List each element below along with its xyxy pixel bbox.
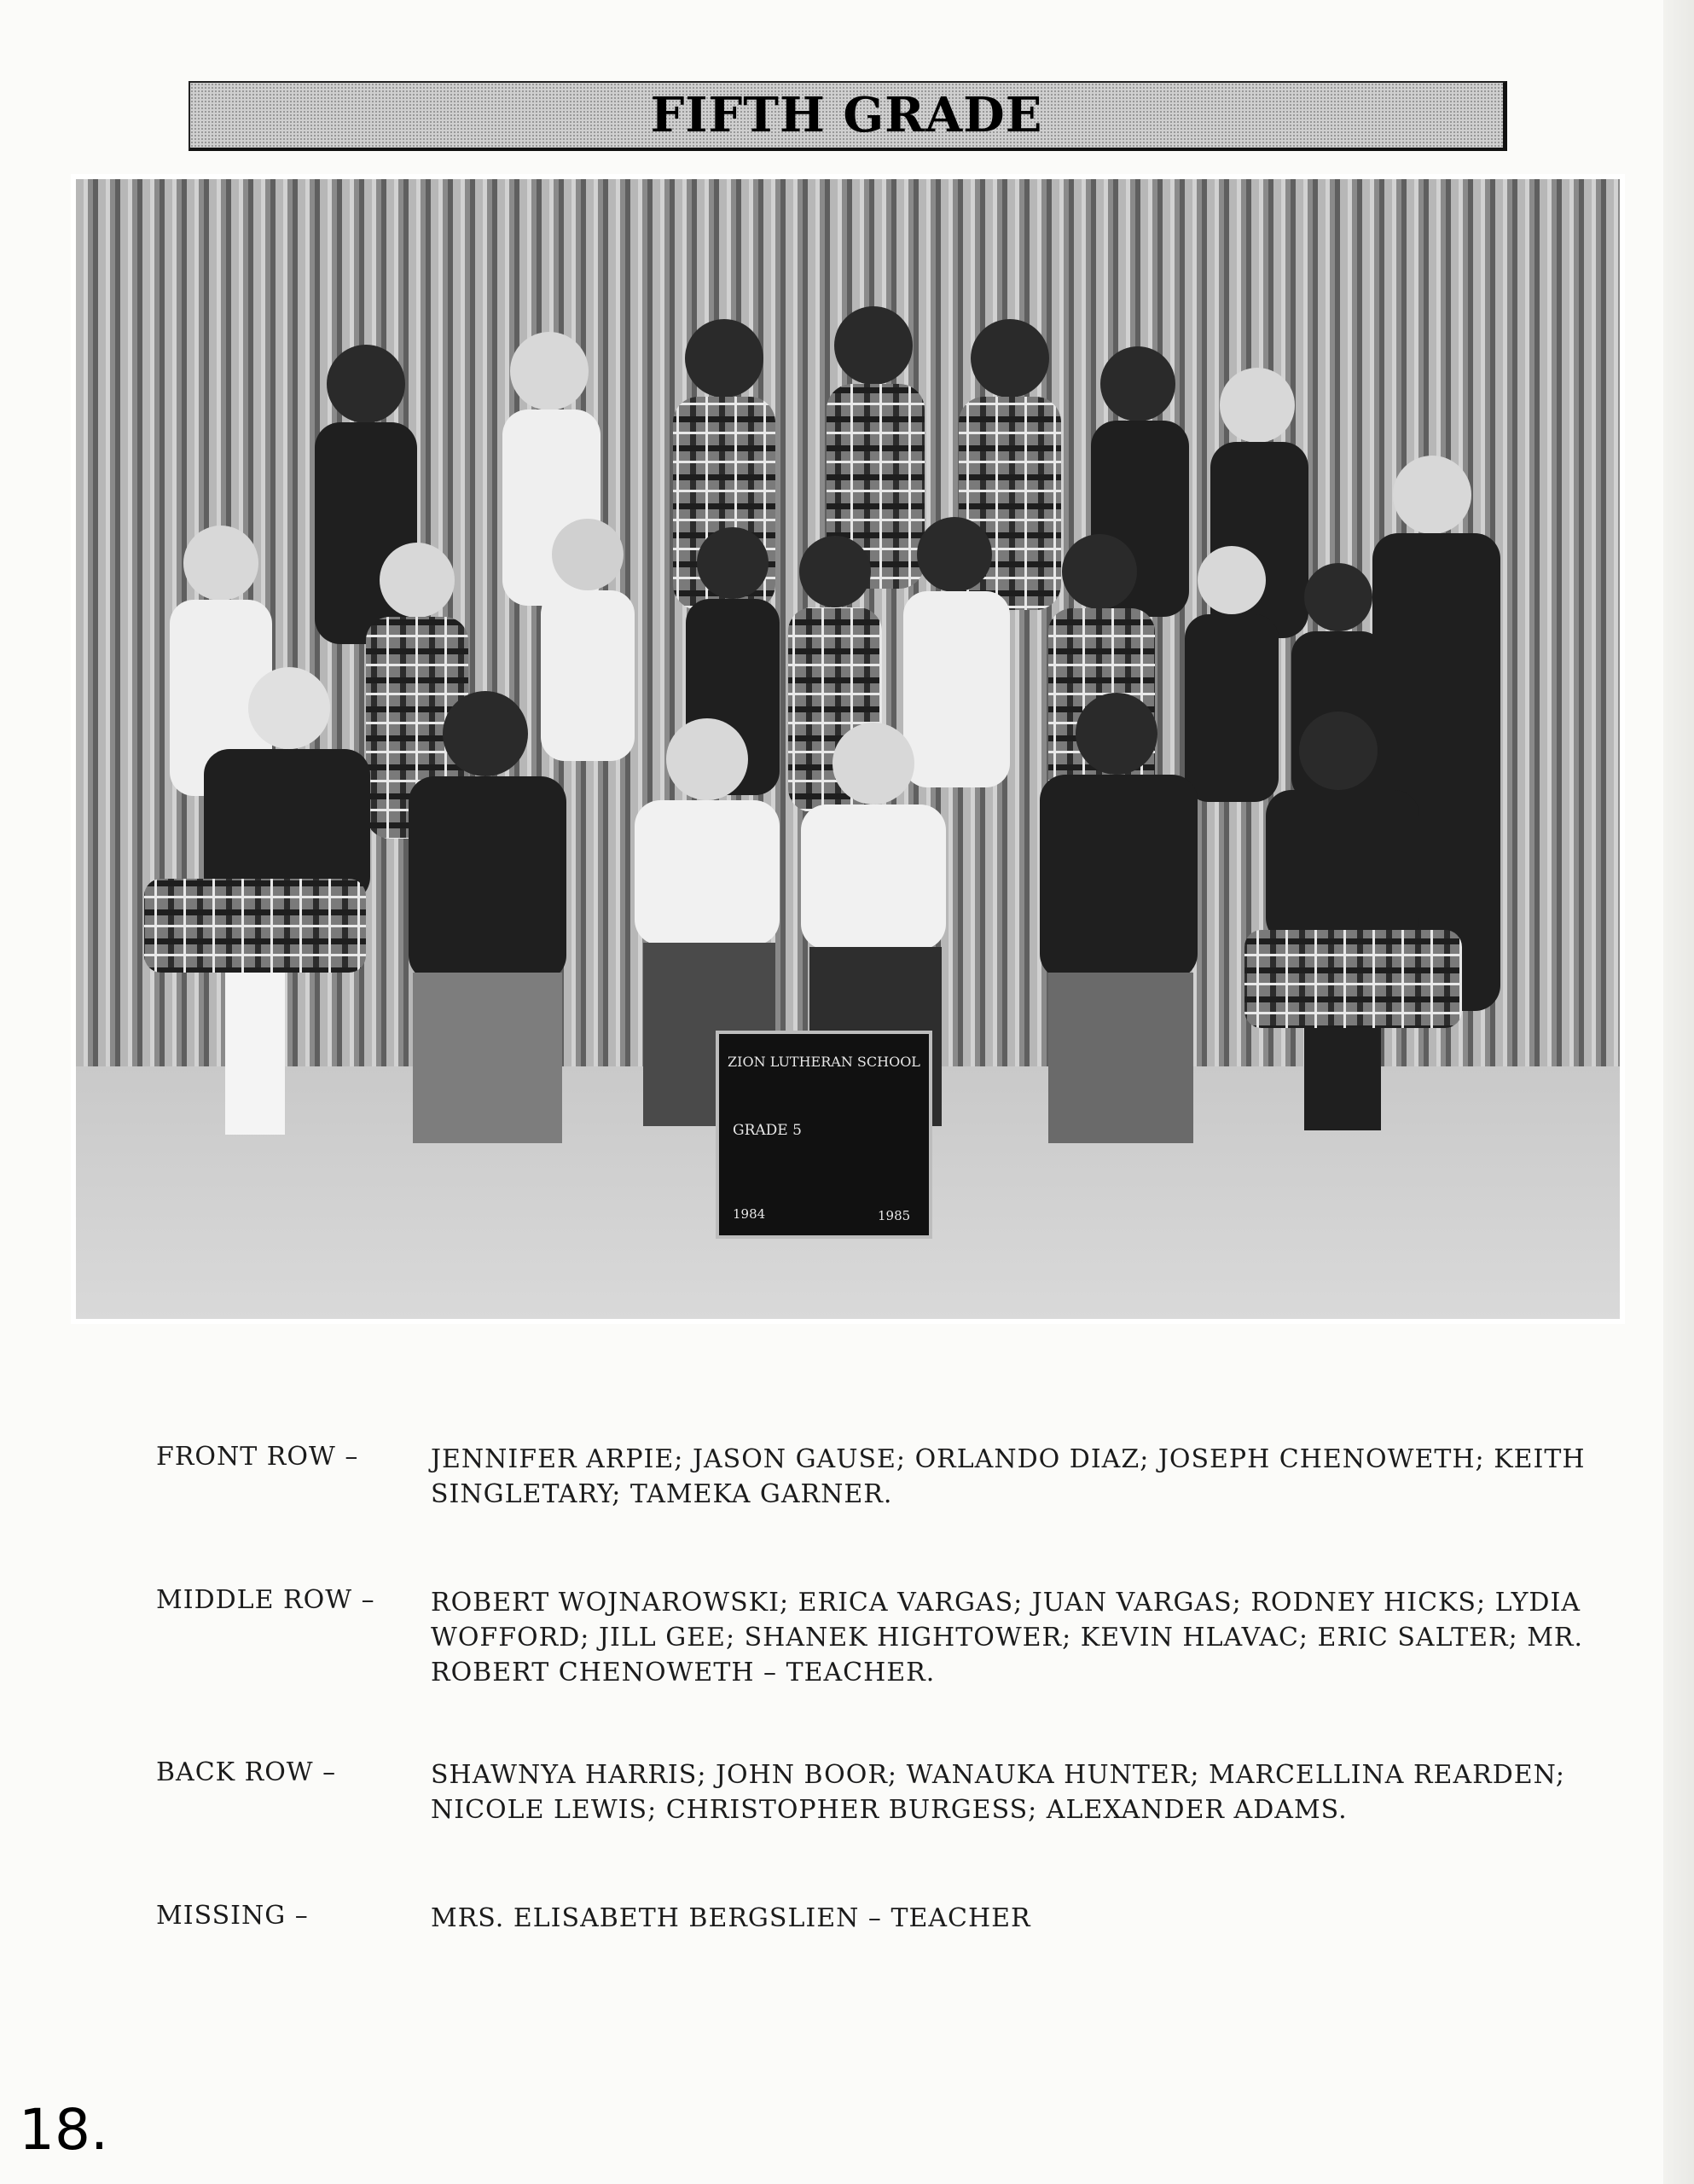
row-names: ROBERT WOJNAROWSKI; ERICA VARGAS; JUAN VARGAS; RODNEY HICKS; LYDIA WOFFORD; JILL GEE; SHANEK HIGHTOWER; KEVIN HLAVAC; ERIC SALTER; MR. ROBERT CHENOWETH – TEACHER. [431, 1588, 1584, 1687]
row-label: BACK ROW – [156, 1757, 337, 1787]
caption-row-missing [156, 1901, 1606, 1952]
row-label: MIDDLE ROW – [156, 1585, 375, 1615]
caption-row-middle [156, 1585, 1606, 1713]
page-number: 18. [19, 2097, 108, 2163]
sign-school: ZION LUTHERAN SCHOOL [728, 1054, 920, 1070]
caption-row-back [156, 1757, 1606, 1851]
class-sign [717, 1032, 931, 1237]
sign-grade: GRADE 5 [733, 1122, 802, 1139]
row-label: FRONT ROW – [156, 1442, 359, 1472]
row-names: MRS. ELISABETH BERGSLIEN – TEACHER [431, 1903, 1031, 1933]
title-banner [189, 81, 1507, 151]
sign-year-start: 1984 [733, 1206, 766, 1222]
page-edge-shadow [1663, 0, 1694, 2184]
caption-row-front [156, 1442, 1606, 1536]
class-photo-image [76, 179, 1620, 1319]
row-names: SHAWNYA HARRIS; JOHN BOOR; WANAUKA HUNTER; MARCELLINA REARDEN; NICOLE LEWIS; CHRISTOPHER BURGESS; ALEXANDER ADAMS. [431, 1760, 1565, 1825]
sign-year-end: 1985 [878, 1208, 911, 1223]
page-title: FIFTH GRADE [650, 87, 1043, 143]
photo-caption [156, 1442, 1606, 1952]
row-label: MISSING – [156, 1901, 309, 1931]
class-photo [71, 174, 1625, 1324]
row-names: JENNIFER ARPIE; JASON GAUSE; ORLANDO DIAZ; JOSEPH CHENOWETH; KEITH SINGLETARY; TAMEKA GARNER. [431, 1444, 1586, 1509]
